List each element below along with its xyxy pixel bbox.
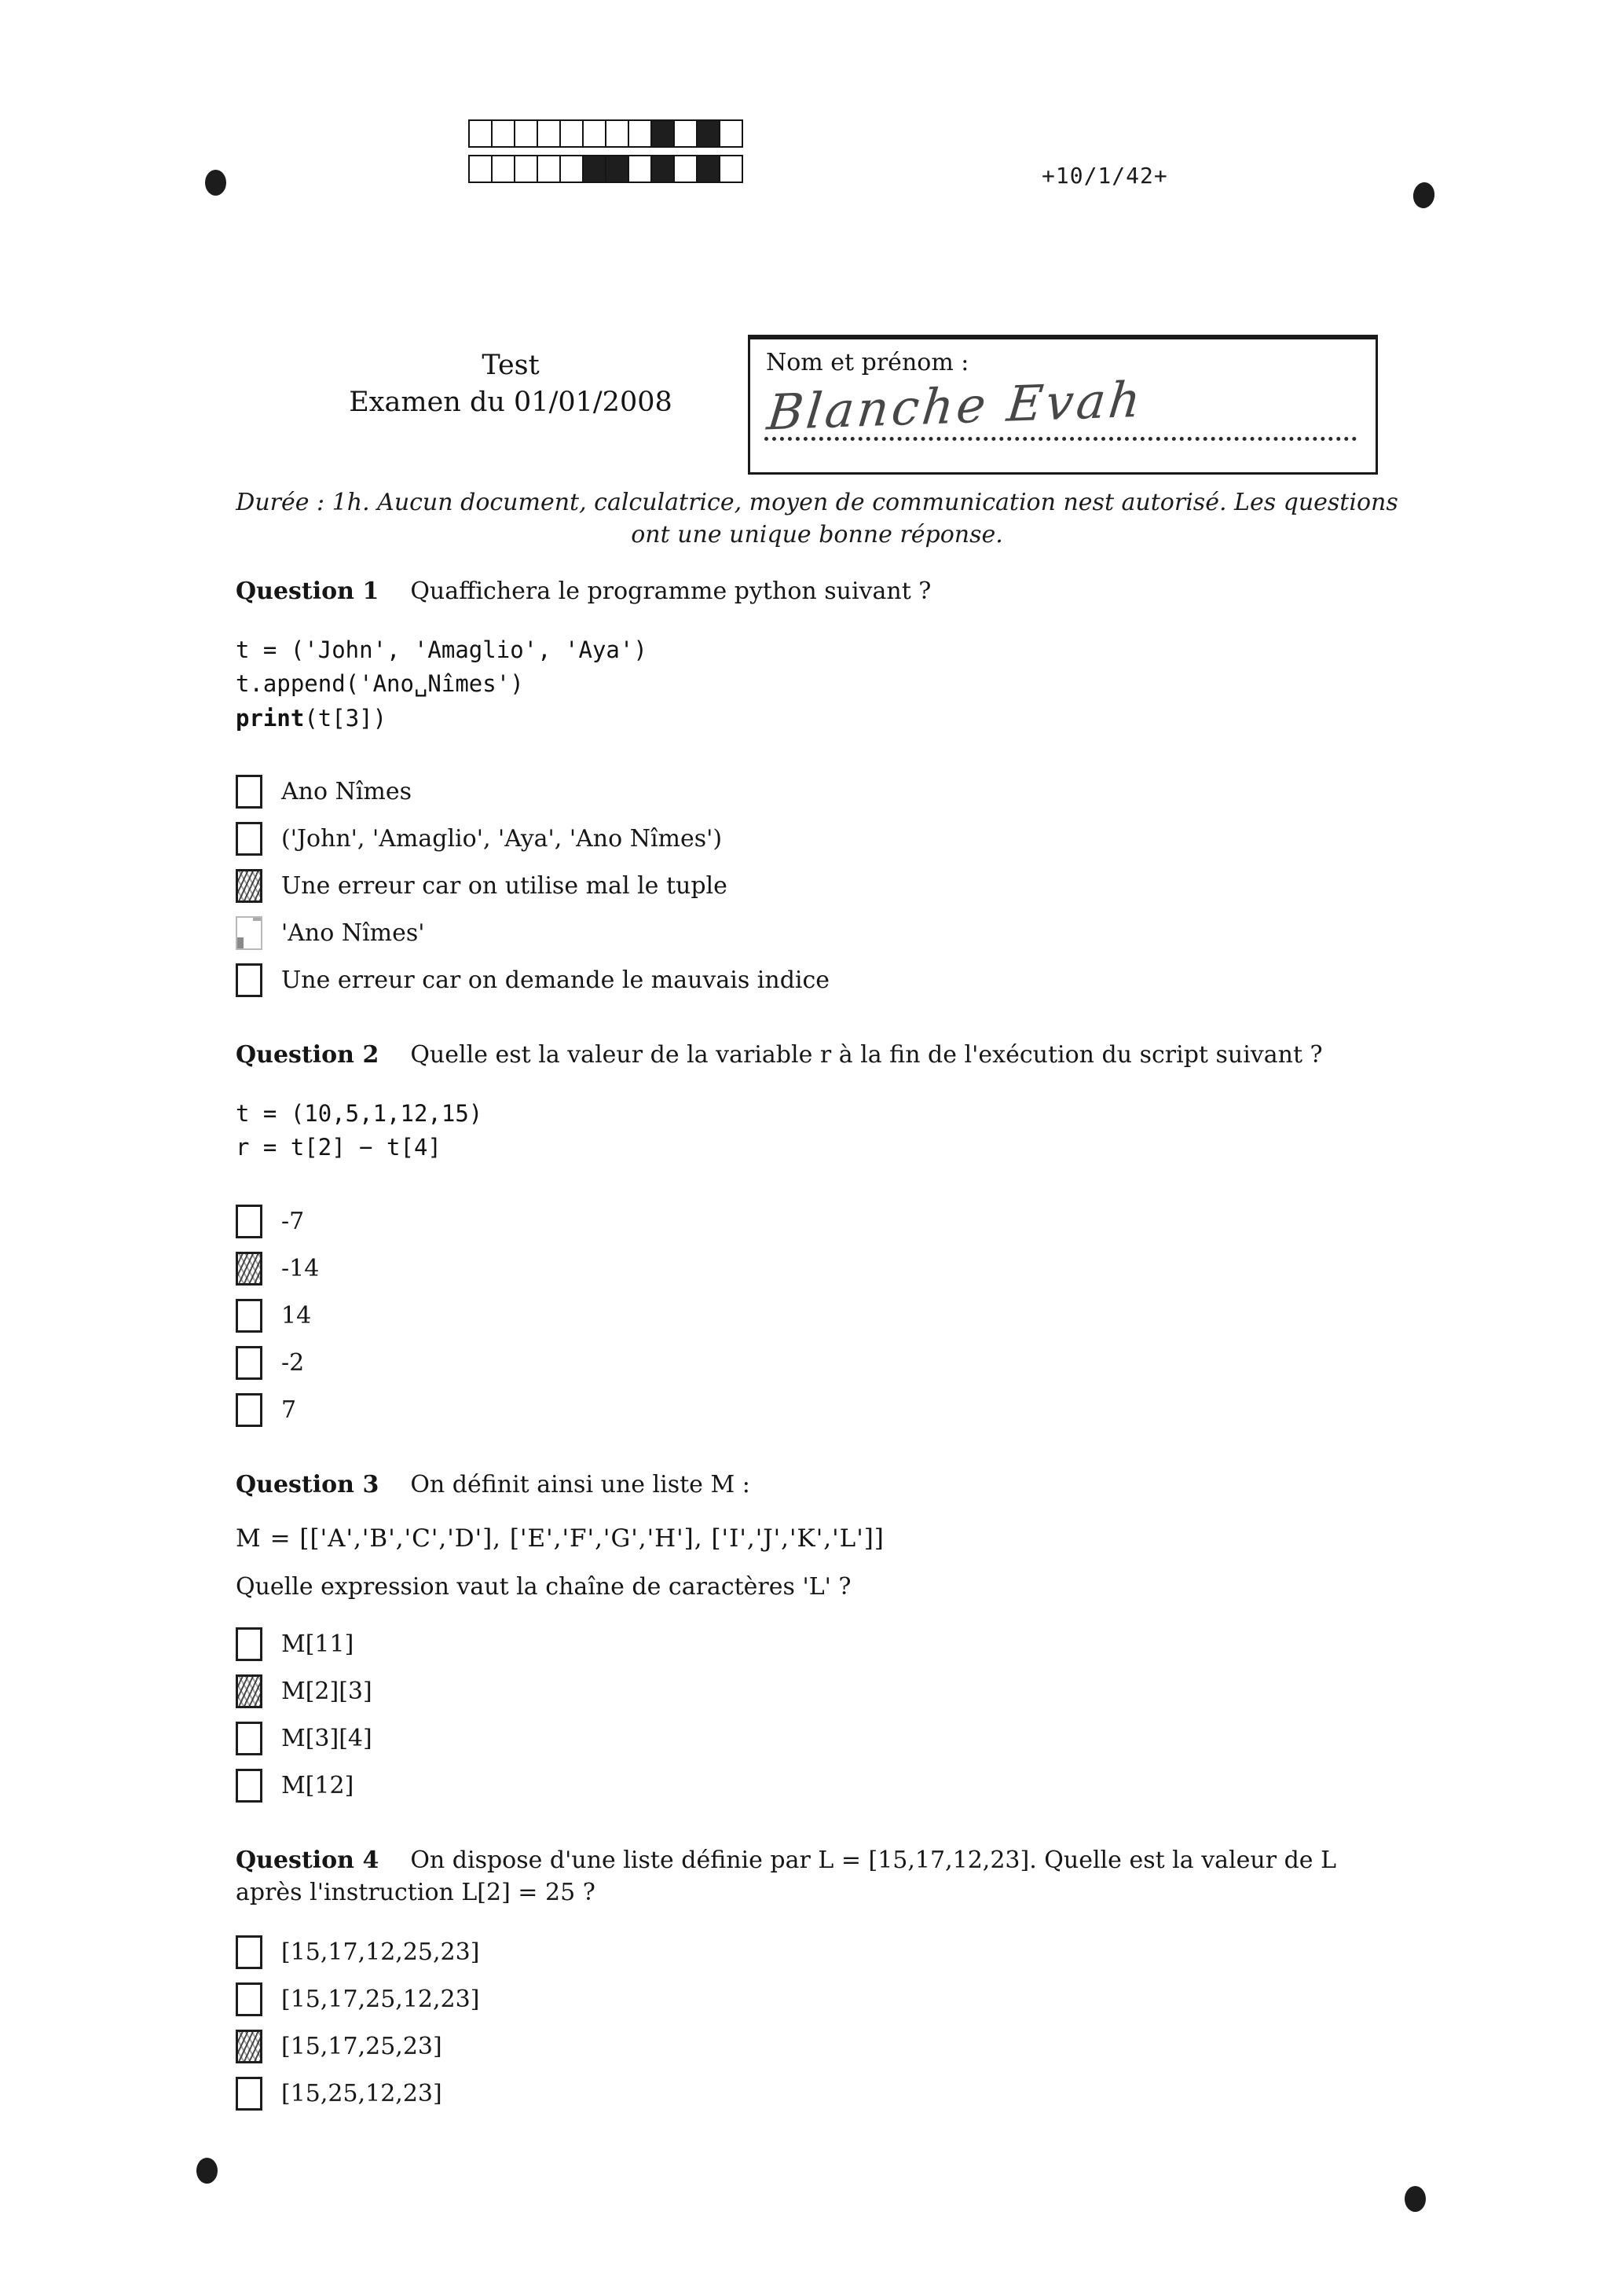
question-1-options: [236, 775, 1410, 997]
question-2-heading: [236, 1040, 1410, 1072]
option-row: [236, 1982, 1410, 2016]
exam-title-line1: Test: [482, 350, 540, 381]
question-2-number: Question 2: [236, 1041, 379, 1069]
answer-checkbox[interactable]: [236, 1205, 262, 1238]
option-label: Une erreur car on demande le mauvais indice: [281, 966, 830, 994]
option-label: M[12]: [281, 1772, 354, 1799]
handwritten-name: Blanche Evah: [764, 370, 1147, 442]
question-2-options: [236, 1205, 1410, 1427]
answer-checkbox[interactable]: [236, 1982, 262, 2016]
question-4-number: Question 4: [236, 1847, 379, 1874]
option-row: [236, 1674, 1410, 1708]
answer-checkbox[interactable]: [236, 1722, 262, 1755]
barcode-cell: [514, 119, 538, 148]
option-row: [236, 916, 1410, 950]
barcode: [468, 119, 742, 190]
option-row: [236, 2077, 1410, 2111]
instructions-line2: ont une unique bonne réponse.: [631, 520, 1003, 548]
question-3-prompt: On définit ainsi une liste M :: [410, 1470, 750, 1498]
option-label: [15,17,25,12,23]: [281, 1986, 480, 2013]
exam-title: [275, 347, 746, 422]
question-1-number: Question 1: [236, 578, 379, 605]
barcode-cell: [514, 155, 538, 183]
code-line: [236, 702, 1410, 736]
option-row: [236, 1252, 1410, 1286]
answer-checkbox-checked[interactable]: [236, 2030, 262, 2063]
option-label: Ano Nîmes: [281, 778, 412, 805]
code-line: r = t[2] − t[4]: [236, 1134, 441, 1161]
option-row: [236, 1346, 1410, 1380]
question-2-code: [236, 1097, 1410, 1165]
answer-checkbox[interactable]: [236, 1627, 262, 1661]
answer-checkbox[interactable]: [236, 822, 262, 856]
barcode-cell: [719, 119, 743, 148]
name-label: Nom et prénom :: [766, 349, 969, 376]
barcode-cell: [628, 119, 652, 148]
answer-checkbox-checked[interactable]: [236, 1674, 262, 1708]
option-row: [236, 1769, 1410, 1803]
answer-checkbox[interactable]: [236, 2077, 262, 2111]
option-label: M[11]: [281, 1630, 354, 1658]
option-label: M[3][4]: [281, 1725, 372, 1752]
barcode-cell-filled: [582, 155, 606, 183]
exam-title-line2: Examen du 01/01/2008: [349, 387, 672, 419]
barcode-cell-filled: [650, 119, 675, 148]
option-label: -2: [281, 1348, 305, 1377]
option-row: [236, 1722, 1410, 1755]
option-label: ('John', 'Amaglio', 'Aya', 'Ano Nîmes'): [281, 825, 723, 853]
barcode-cell: [491, 155, 515, 183]
option-row: [236, 1627, 1410, 1661]
answer-checkbox-faint[interactable]: [236, 916, 262, 950]
answer-checkbox[interactable]: [236, 1299, 262, 1333]
option-row: [236, 1299, 1410, 1333]
option-label: [15,25,12,23]: [281, 2080, 442, 2107]
barcode-cell: [628, 155, 652, 183]
barcode-cell: [605, 119, 629, 148]
question-4-heading: [236, 1845, 1410, 1909]
question-3-heading: [236, 1469, 1410, 1502]
question-2-prompt: Quelle est la valeur de la variable r à la fin de l'exécution du script suivant ?: [410, 1041, 1323, 1069]
question-3-options: [236, 1627, 1410, 1803]
option-label: [15,17,25,23]: [281, 2033, 442, 2060]
option-label: 'Ano Nîmes': [281, 919, 425, 947]
barcode-cell-filled: [696, 155, 720, 183]
code-rest: (t[3]): [304, 704, 387, 732]
barcode-cell: [673, 155, 698, 183]
option-label: M[2][3]: [281, 1678, 372, 1705]
plate-code: +10/1/42+: [1042, 163, 1168, 189]
option-label: 7: [281, 1396, 297, 1424]
question-3-sub-prompt: Quelle expression vaut la chaîne de caractères 'L' ?: [236, 1573, 852, 1601]
code-line: t = ('John', 'Amaglio', 'Aya'): [236, 636, 647, 663]
answer-checkbox[interactable]: [236, 1346, 262, 1380]
questions-area: [236, 576, 1410, 2153]
answer-checkbox-checked[interactable]: [236, 869, 262, 903]
barcode-cell: [491, 119, 515, 148]
instructions-line1: Durée : 1h. Aucun document, calculatrice, moyen de communication nest autorisé. Les questions: [236, 489, 1398, 516]
question-3-number: Question 3: [236, 1470, 379, 1498]
answer-checkbox[interactable]: [236, 1935, 262, 1969]
instructions: [224, 487, 1410, 551]
option-row: [236, 1393, 1410, 1427]
option-row: [236, 869, 1410, 903]
option-label: -14: [281, 1254, 320, 1282]
barcode-cell: [468, 119, 493, 148]
code-line: t.append('Ano␣Nîmes'): [236, 670, 524, 697]
barcode-cell: [719, 155, 743, 183]
option-row: [236, 1205, 1410, 1238]
corner-marker-top-right: [1412, 181, 1436, 209]
barcode-cell: [537, 155, 561, 183]
barcode-cell-filled: [696, 119, 720, 148]
answer-checkbox[interactable]: [236, 1769, 262, 1803]
code-keyword: print: [236, 704, 305, 732]
option-row: [236, 822, 1410, 856]
option-row: [236, 775, 1410, 809]
barcode-cell-filled: [650, 155, 675, 183]
option-label: -7: [281, 1207, 305, 1235]
question-4-prompt: On dispose d'une liste définie par L = [15,17,12,23]. Quelle est la valeur de L après l'instruction L[2] = 25 ?: [236, 1847, 1336, 1906]
question-1-prompt: Quaffichera le programme python suivant ?: [410, 578, 932, 605]
corner-marker-top-left: [205, 170, 226, 196]
corner-marker-bottom-left: [196, 2158, 218, 2184]
barcode-cell: [559, 119, 584, 148]
question-1-heading: [236, 576, 1410, 608]
answer-checkbox[interactable]: [236, 775, 262, 809]
barcode-cell: [673, 119, 698, 148]
question-1-code: [236, 633, 1410, 736]
option-row: [236, 1935, 1410, 1969]
answer-checkbox-checked[interactable]: [236, 1252, 262, 1286]
barcode-cell: [537, 119, 561, 148]
barcode-cell-filled: [605, 155, 629, 183]
barcode-cell: [468, 155, 493, 183]
answer-checkbox[interactable]: [236, 963, 262, 997]
question-3: [236, 1469, 1410, 1803]
code-line: t = (10,5,1,12,15): [236, 1099, 483, 1127]
option-row: [236, 2030, 1410, 2063]
barcode-cell: [559, 155, 584, 183]
corner-marker-bottom-right: [1405, 2186, 1426, 2212]
question-4-options: [236, 1935, 1410, 2111]
question-3-list-definition: M = [['A','B','C','D'], ['E','F','G','H'], ['I','J','K','L']]: [236, 1524, 885, 1553]
option-row: [236, 963, 1410, 997]
question-4: [236, 1845, 1410, 2111]
question-1: [236, 576, 1410, 997]
name-box: [748, 335, 1378, 475]
answer-checkbox[interactable]: [236, 1393, 262, 1427]
question-2: [236, 1040, 1410, 1427]
barcode-cell: [582, 119, 606, 148]
option-label: 14: [281, 1301, 312, 1330]
option-label: Une erreur car on utilise mal le tuple: [281, 872, 727, 900]
option-label: [15,17,12,25,23]: [281, 1938, 480, 1966]
